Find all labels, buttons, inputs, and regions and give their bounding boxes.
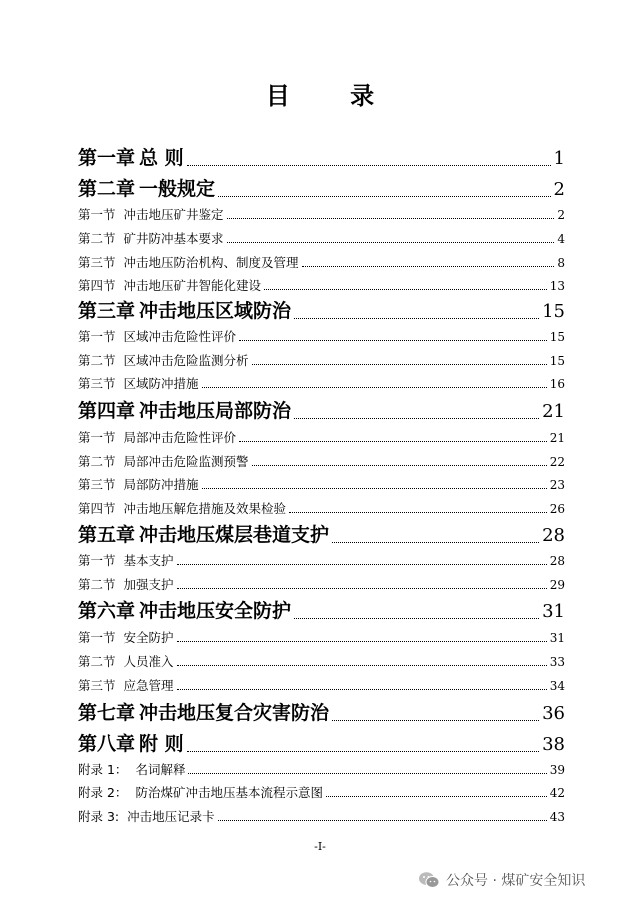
entry-number: 第一节 bbox=[78, 630, 116, 645]
entry-number: 第六章 bbox=[78, 600, 136, 622]
entry-page-number: 39 bbox=[549, 763, 565, 777]
toc-section-entry[interactable] bbox=[78, 229, 565, 247]
entry-number: 第二节 bbox=[78, 454, 116, 469]
entry-page-number: 33 bbox=[549, 655, 565, 669]
dot-leader bbox=[177, 641, 547, 642]
entry-page-number: 34 bbox=[549, 679, 565, 693]
dot-leader bbox=[239, 340, 547, 341]
toc-section-entry[interactable] bbox=[78, 760, 565, 778]
dot-leader bbox=[218, 196, 551, 197]
entry-number: 第一章 bbox=[78, 147, 136, 169]
entry-number: 第四节 bbox=[78, 501, 116, 516]
entry-page-number: 28 bbox=[549, 554, 565, 568]
dot-leader bbox=[177, 665, 547, 666]
toc-section-entry[interactable] bbox=[78, 499, 565, 517]
toc-section-entry[interactable] bbox=[78, 676, 565, 694]
entry-page-number: 28 bbox=[542, 525, 565, 546]
entry-number: 第一节 bbox=[78, 430, 116, 445]
entry-number: 第二章 bbox=[78, 178, 136, 200]
entry-page-number: 23 bbox=[549, 478, 565, 492]
entry-title: 局部冲击危险性评价 bbox=[123, 430, 237, 445]
dot-leader bbox=[188, 773, 546, 774]
entry-title: 局部冲击危险监测预警 bbox=[123, 454, 249, 469]
entry-title: 冲击地压记录卡 bbox=[127, 809, 215, 824]
entry-title: 附 则 bbox=[139, 733, 184, 755]
entry-title: 矿井防冲基本要求 bbox=[123, 231, 224, 246]
entry-page-number: 2 bbox=[553, 179, 565, 200]
toc-chapter-entry[interactable] bbox=[78, 296, 565, 323]
entry-number: 第四节 bbox=[78, 278, 116, 293]
entry-title: 区域防冲措施 bbox=[123, 376, 199, 391]
dot-leader bbox=[252, 364, 547, 365]
entry-page-number: 15 bbox=[542, 301, 565, 322]
toc-section-entry[interactable] bbox=[78, 551, 565, 569]
entry-number: 第二节 bbox=[78, 654, 116, 669]
entry-number: 第三章 bbox=[78, 300, 136, 322]
dot-leader bbox=[294, 418, 539, 419]
wechat-icon bbox=[418, 871, 440, 889]
dot-leader bbox=[227, 242, 555, 243]
entry-number: 第一节 bbox=[78, 207, 116, 222]
dot-leader bbox=[202, 387, 547, 388]
entry-page-number: 8 bbox=[557, 256, 565, 270]
dot-leader bbox=[218, 820, 547, 821]
entry-title: 冲击地压解危措施及效果检验 bbox=[123, 501, 287, 516]
entry-title: 人员准入 bbox=[123, 654, 174, 669]
page-number: -I- bbox=[314, 840, 326, 853]
entry-page-number: 1 bbox=[553, 148, 565, 169]
entry-number: 第三节 bbox=[78, 255, 116, 270]
entry-title: 应急管理 bbox=[123, 678, 174, 693]
entry-page-number: 42 bbox=[549, 786, 565, 800]
dot-leader bbox=[294, 618, 539, 619]
entry-title: 冲击地压安全防护 bbox=[139, 600, 292, 622]
watermark-text: 公众号 · 煤矿安全知识 bbox=[446, 873, 586, 889]
entry-page-number: 13 bbox=[549, 279, 565, 293]
dot-leader bbox=[294, 318, 539, 319]
entry-title: 冲击地压矿井智能化建设 bbox=[123, 278, 262, 293]
dot-leader bbox=[252, 465, 547, 466]
entry-page-number: 29 bbox=[549, 578, 565, 592]
entry-page-number: 26 bbox=[549, 502, 565, 516]
entry-title: 区域冲击危险性评价 bbox=[123, 329, 237, 344]
toc-section-entry[interactable] bbox=[78, 428, 565, 446]
entry-title: 冲击地压复合灾害防治 bbox=[139, 702, 330, 724]
entry-page-number: 2 bbox=[557, 208, 565, 222]
entry-title: 冲击地压煤层巷道支护 bbox=[139, 524, 330, 546]
entry-number: 第二节 bbox=[78, 577, 116, 592]
entry-number: 第八章 bbox=[78, 733, 136, 755]
entry-title: 冲击地压矿井鉴定 bbox=[123, 207, 224, 222]
entry-page-number: 31 bbox=[549, 631, 565, 645]
toc-section-entry[interactable] bbox=[78, 327, 565, 345]
entry-number: 第一节 bbox=[78, 553, 116, 568]
entry-page-number: 16 bbox=[549, 377, 565, 391]
entry-page-number: 21 bbox=[542, 401, 565, 422]
dot-leader bbox=[177, 689, 547, 690]
entry-title: 基本支护 bbox=[123, 553, 174, 568]
entry-title: 区域冲击危险监测分析 bbox=[123, 353, 249, 368]
toc-chapter-entry[interactable] bbox=[78, 596, 565, 623]
toc-section-entry[interactable] bbox=[78, 807, 565, 825]
toc-chapter-entry[interactable] bbox=[78, 174, 565, 201]
entry-number: 第二节 bbox=[78, 231, 116, 246]
entry-page-number: 31 bbox=[542, 601, 565, 622]
entry-number: 第四章 bbox=[78, 400, 136, 422]
entry-page-number: 38 bbox=[542, 734, 565, 755]
entry-page-number: 4 bbox=[557, 232, 565, 246]
entry-title: 一般规定 bbox=[139, 178, 216, 200]
watermark bbox=[418, 868, 585, 892]
toc-section-entry[interactable] bbox=[78, 374, 565, 392]
page-title: 目 录 bbox=[265, 82, 401, 110]
dot-leader bbox=[239, 441, 547, 442]
dot-leader bbox=[227, 218, 555, 219]
toc-chapter-entry[interactable] bbox=[78, 520, 565, 547]
entry-page-number: 15 bbox=[549, 330, 565, 344]
dot-leader bbox=[264, 289, 547, 290]
toc-chapter-entry[interactable] bbox=[78, 698, 565, 725]
entry-title: 名词解释 bbox=[135, 762, 186, 777]
dot-leader bbox=[187, 165, 551, 166]
toc-section-entry[interactable] bbox=[78, 628, 565, 646]
dot-leader bbox=[326, 796, 547, 797]
toc-section-entry[interactable] bbox=[78, 452, 565, 470]
entry-title: 冲击地压区域防治 bbox=[139, 300, 292, 322]
toc-section-entry[interactable] bbox=[78, 652, 565, 670]
toc-section-entry[interactable] bbox=[78, 783, 565, 801]
toc-section-entry[interactable] bbox=[78, 351, 565, 369]
entry-title: 防治煤矿冲击地压基本流程示意图 bbox=[135, 785, 323, 800]
entry-number: 第七章 bbox=[78, 702, 136, 724]
toc-section-entry[interactable] bbox=[78, 276, 565, 294]
dot-leader bbox=[202, 488, 547, 489]
entry-number: 第一节 bbox=[78, 329, 116, 344]
dot-leader bbox=[302, 266, 555, 267]
entry-number: 附录 1： bbox=[78, 762, 128, 777]
dot-leader bbox=[332, 720, 539, 721]
entry-page-number: 21 bbox=[549, 431, 565, 445]
toc-chapter-entry[interactable] bbox=[78, 143, 565, 170]
entry-number: 第五章 bbox=[78, 524, 136, 546]
entry-number: 第三节 bbox=[78, 678, 116, 693]
entry-page-number: 22 bbox=[549, 455, 565, 469]
toc-section-entry[interactable] bbox=[78, 575, 565, 593]
toc-section-entry[interactable] bbox=[78, 475, 565, 493]
entry-page-number: 43 bbox=[549, 810, 565, 824]
toc-section-entry[interactable] bbox=[78, 253, 565, 271]
dot-leader bbox=[177, 588, 547, 589]
entry-number: 第二节 bbox=[78, 353, 116, 368]
entry-title: 总 则 bbox=[139, 147, 184, 169]
entry-title: 冲击地压局部防治 bbox=[139, 400, 292, 422]
dot-leader bbox=[187, 751, 539, 752]
entry-number: 第三节 bbox=[78, 477, 116, 492]
toc-chapter-entry[interactable] bbox=[78, 396, 565, 423]
entry-number: 第三节 bbox=[78, 376, 116, 391]
entry-title: 安全防护 bbox=[123, 630, 174, 645]
toc-section-entry[interactable] bbox=[78, 205, 565, 223]
entry-title: 局部防冲措施 bbox=[123, 477, 199, 492]
entry-title: 冲击地压防治机构、制度及管理 bbox=[123, 255, 299, 270]
toc-chapter-entry[interactable] bbox=[78, 729, 565, 756]
entry-title: 加强支护 bbox=[123, 577, 174, 592]
entry-number: 附录 2： bbox=[78, 785, 128, 800]
entry-number: 附录 3: bbox=[78, 809, 120, 824]
entry-page-number: 36 bbox=[542, 703, 565, 724]
dot-leader bbox=[289, 512, 547, 513]
dot-leader bbox=[332, 542, 539, 543]
dot-leader bbox=[177, 564, 547, 565]
entry-page-number: 15 bbox=[549, 354, 565, 368]
